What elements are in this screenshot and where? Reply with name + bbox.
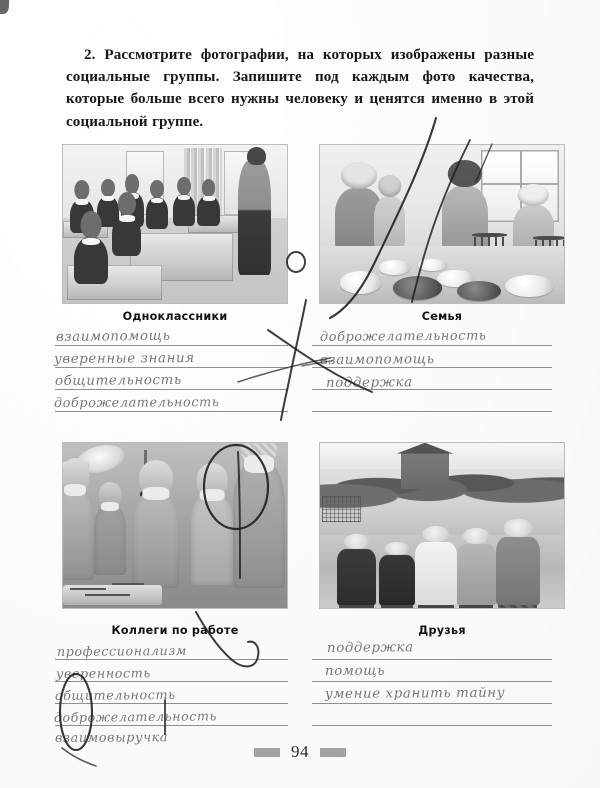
caption-family: Семья [421,310,463,323]
handwritten-answer: помощь [324,663,386,679]
handwritten-answer: взаимопомощь [319,352,435,368]
handwritten-answer: поддержка [326,640,414,656]
handwritten-answer: уверенность [55,665,151,681]
photo-family [320,145,564,303]
handwritten-answer: доброжелательность [53,708,217,725]
handwritten-answer: поддержка [325,375,413,391]
handwritten-answer: взаимопомощь [55,328,171,345]
task-paragraph [66,44,534,133]
photo-friends [320,443,564,608]
task-text: Рассмотрите фотографии, на которых изображены разные социальные группы. Запишите под каждым фото качества, которые больше всего нужны человеку и ценятся именно в этой социальной группе. [66,47,535,130]
handwritten-answer: доброжелательность [53,395,220,411]
caption-colleagues: Коллеги по работе [111,624,239,637]
handwritten-answer: уверенные знания [53,351,195,367]
handwritten-answer: умение хранить тайну [324,685,506,702]
page-number: 94 [291,742,309,761]
handwritten-answer: профессионализм [56,642,188,659]
page-footer [0,742,600,762]
task-number: 2. [84,47,96,63]
photo-colleagues [63,443,287,608]
handwritten-answer: взаимовыручка [54,730,169,746]
handwritten-answer: общительность [54,686,176,703]
caption-classmates: Одноклассники [122,310,228,323]
handwritten-answer: общительность [54,372,182,389]
footer-bar-left [254,748,280,757]
footer-bar-right [320,748,346,757]
handwritten-answer: доброжелательность [319,328,487,345]
caption-friends: Друзья [418,624,466,637]
photo-classmates [63,145,287,303]
